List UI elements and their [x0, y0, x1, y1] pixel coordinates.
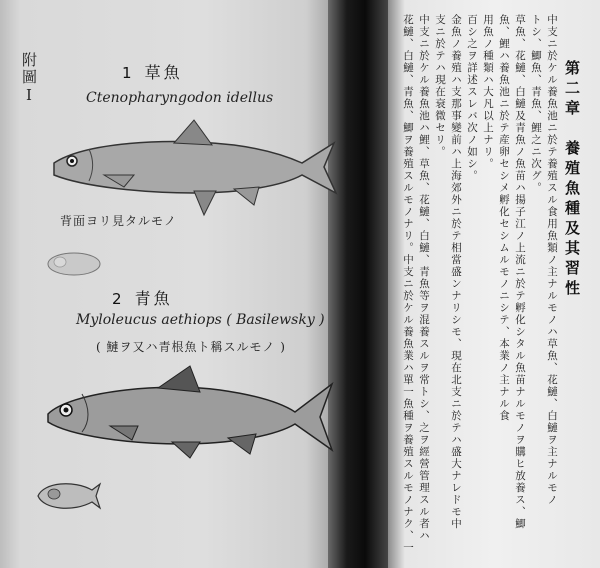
black-carp-head-view [34, 476, 104, 516]
text-column-9: 中支ニ於ケル養魚池ハ鯉、草魚、花鰱、白鰱、青魚等ヲ混養スルヲ常トシ、之ヲ經營管理スル者ハ [418, 14, 430, 542]
fish1-latin-name: Ctenopharyngodon idellus [86, 90, 274, 106]
text-column-6: 百シ之ヲ詳述スレバ次ノ如シ。 [466, 14, 478, 182]
grass-carp-illustration [44, 115, 344, 220]
text-column-10: 花鰱、白鰱、青魚、鯽ヲ養殖スルモノナリ。中支ニ於ケル養魚業ハ單一魚種ヲ養殖スルモノナク、一 [402, 14, 414, 554]
fish1-name: 草魚 [144, 63, 183, 82]
fish2-latin-name: Myloleucus aethiops ( Basilewsky ) [76, 312, 325, 328]
fish2-name: 青魚 [134, 289, 173, 308]
chapter-title: 第二章 養殖魚種及其習性 [563, 60, 581, 300]
text-column-3: 草魚、花鰱、白鰱及青魚ノ魚苗ハ揚子江ノ上流ニ於テ孵化シタル魚苗ナルモノヲ購ヒ放養ス、鯽 [514, 14, 526, 530]
fish1-caption [122, 60, 183, 83]
text-column-8: 支ニ於テハ現在衰微セリ。 [434, 14, 446, 158]
text-column-4: 魚、鯉ハ養魚池ニ於テ産卵セシメ孵化セシムルモノニシテ、本業ノ主ナル食 [498, 14, 510, 422]
text-column-2: トシ、鯽魚、青魚、鯉之ニ次グ。 [530, 14, 542, 194]
fish2-number: 2 [112, 290, 122, 308]
fish2-caption [112, 286, 173, 309]
text-column-1: 中支ニ於ケル養魚池ニ於テ養殖スル食用魚類ノ主ナルモノハ草魚、花鰱、白鰱ヲ主ナルモノ [546, 14, 558, 506]
book-gutter [328, 0, 390, 568]
grass-carp-top-view [44, 248, 104, 278]
text-column-7: 金魚ノ養殖ハ支那事變前ハ上海郊外ニ於テ相當盛ンナリシモ、現在北支ニ於テハ盛大ナレドモ中 [450, 14, 462, 530]
fish1-note: 背面ヨリ見タルモノ [60, 214, 177, 228]
black-carp-illustration [40, 362, 340, 462]
text-column-5: 用魚ノ種類ハ大凡以上ナリ。 [482, 14, 494, 170]
plate-label: 附圖Ⅰ [20, 52, 38, 106]
fish1-number: 1 [122, 64, 132, 82]
fish2-note: ( 鰱ヲ又ハ青根魚ト稱スルモノ ) [96, 340, 286, 354]
